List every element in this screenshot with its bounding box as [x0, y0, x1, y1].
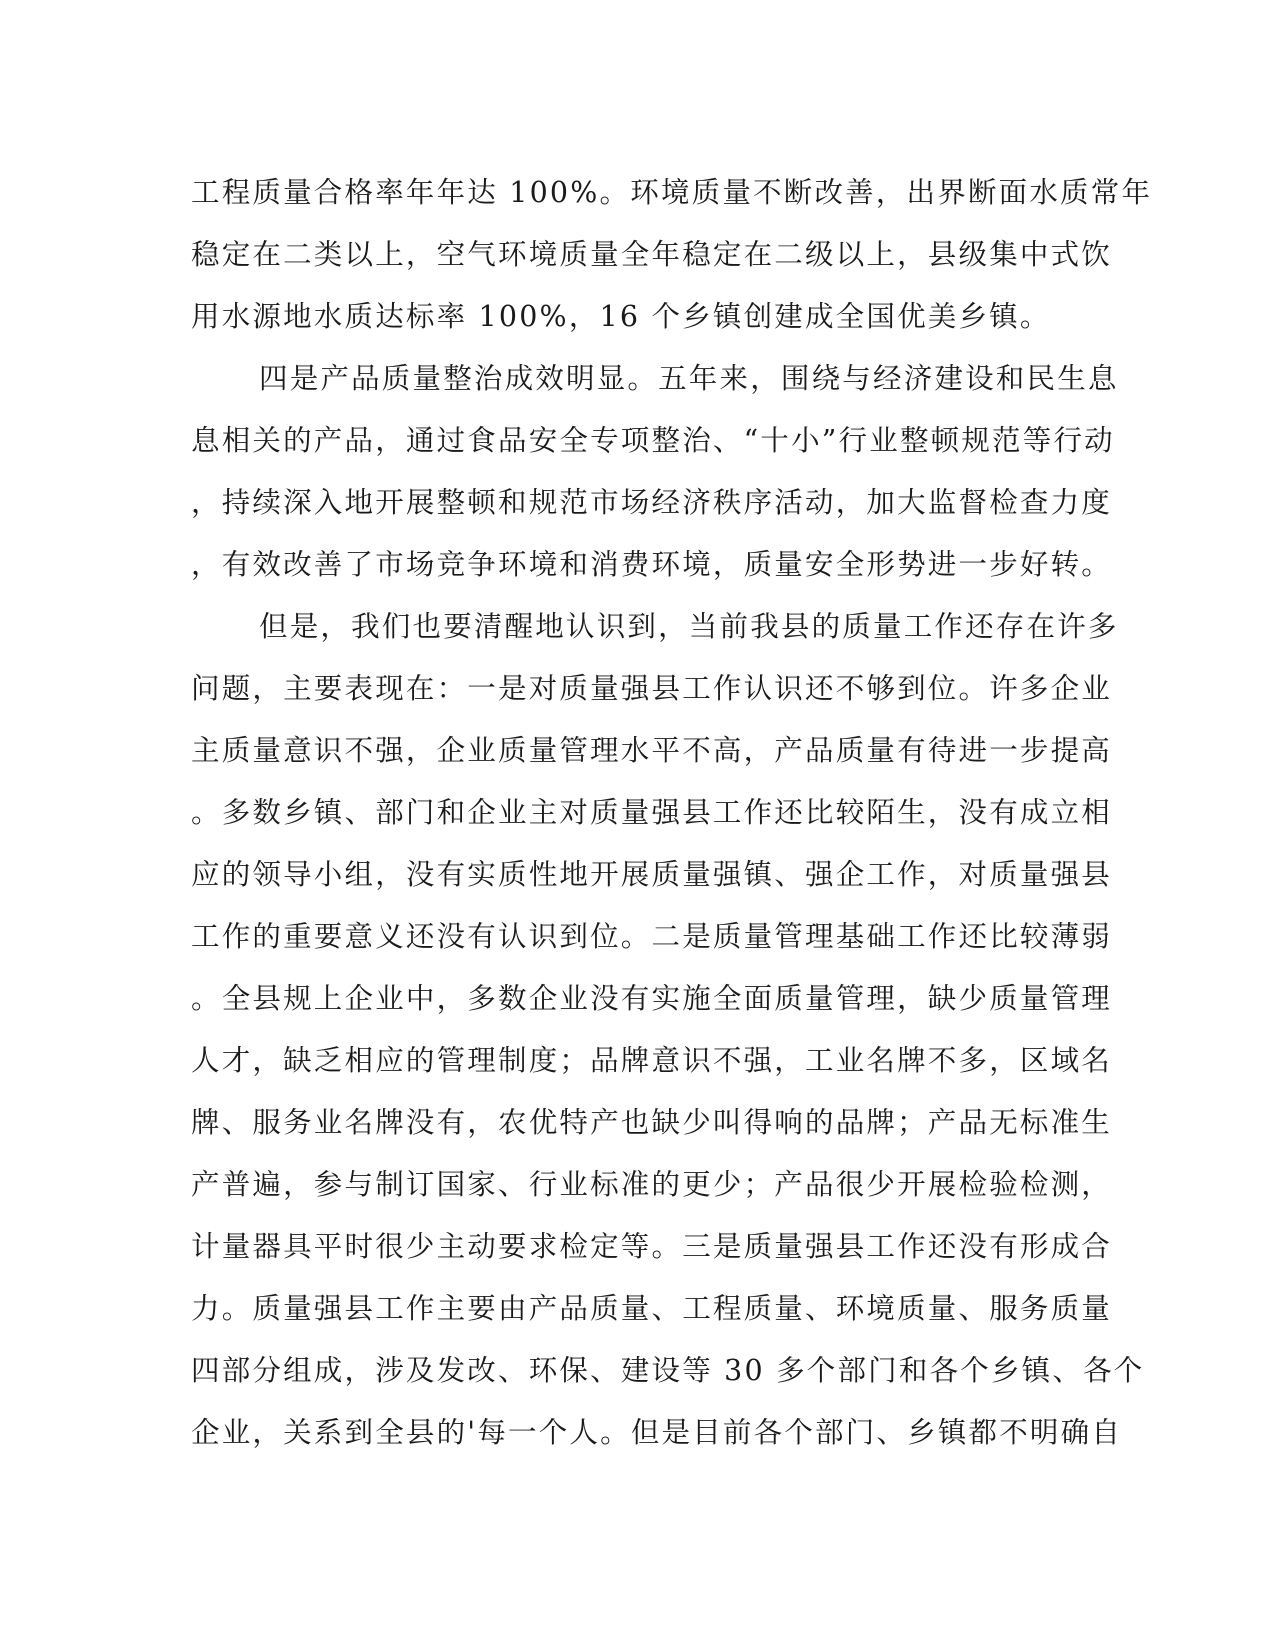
text-line: 四部分组成，涉及发改、环保、建设等 30 多个部门和各个乡镇、各个 — [191, 1354, 1145, 1387]
text-line: 息相关的产品，通过食品安全专项整治、“十小”行业整顿规范等行动 — [191, 424, 1115, 457]
text-line: 。全县规上企业中，多数企业没有实施全面质量管理，缺少质量管理 — [191, 982, 1113, 1015]
text-line: 企业，关系到全县的'每一个人。但是目前各个部门、乡镇都不明确自 — [191, 1416, 1123, 1449]
text-line: 稳定在二类以上，空气环境质量全年稳定在二级以上，县级集中式饮 — [191, 238, 1113, 271]
text-line: 应的领导小组，没有实质性地开展质量强镇、强企工作，对质量强县 — [191, 858, 1113, 891]
text-line: 用水源地水质达标率 100%，16 个乡镇创建成全国优美乡镇。 — [191, 300, 1051, 333]
text-line: 。多数乡镇、部门和企业主对质量强县工作还比较陌生，没有成立相 — [191, 796, 1113, 829]
paragraph-start-line: 四是产品质量整治成效明显。五年来，围绕与经济建设和民生息 — [259, 362, 1119, 395]
text-line: 人才，缺乏相应的管理制度；品牌意识不强，工业名牌不多，区域名 — [191, 1044, 1113, 1077]
text-line: 问题，主要表现在：一是对质量强县工作认识还不够到位。许多企业 — [191, 672, 1113, 705]
text-line: 计量器具平时很少主动要求检定等。三是质量强县工作还没有形成合 — [191, 1230, 1113, 1263]
paragraph-start-line: 但是，我们也要清醒地认识到，当前我县的质量工作还存在许多 — [259, 610, 1119, 643]
document-body — [191, 162, 1153, 1464]
text-line: 工程质量合格率年年达 100%。环境质量不断改善，出界断面水质常年 — [191, 176, 1153, 209]
text-line: ，持续深入地开展整顿和规范市场经济秩序活动，加大监督检查力度 — [191, 486, 1113, 519]
text-line: ，有效改善了市场竞争环境和消费环境，质量安全形势进一步好转。 — [191, 548, 1113, 581]
text-line: 主质量意识不强，企业质量管理水平不高，产品质量有待进一步提高 — [191, 734, 1113, 767]
text-line: 力。质量强县工作主要由产品质量、工程质量、环境质量、服务质量 — [191, 1292, 1113, 1325]
text-line: 工作的重要意义还没有认识到位。二是质量管理基础工作还比较薄弱 — [191, 920, 1113, 953]
text-line: 牌、服务业名牌没有，农优特产也缺少叫得响的品牌；产品无标准生 — [191, 1106, 1113, 1139]
text-line: 产普遍，参与制订国家、行业标准的更少；产品很少开展检验检测， — [191, 1168, 1113, 1201]
